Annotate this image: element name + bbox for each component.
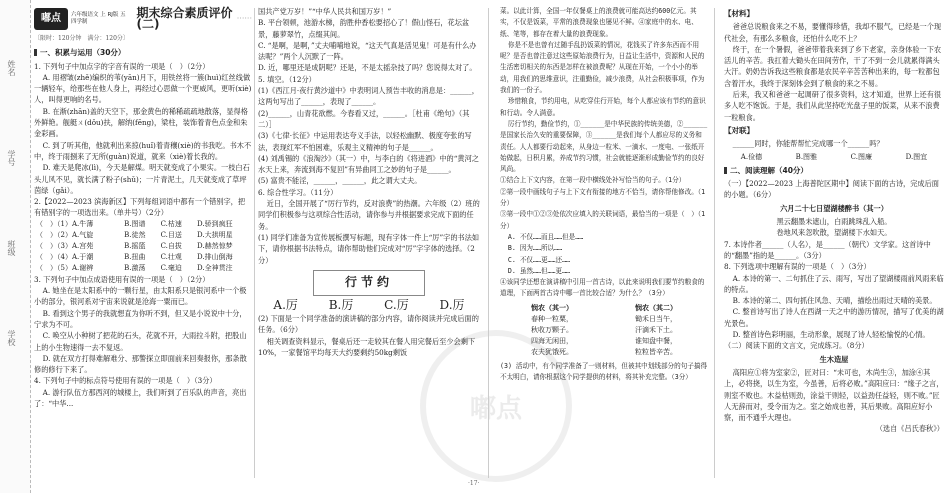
option-c: C. 不仅……更……还…… [507,255,571,264]
char-option-b: B.厉 [328,297,354,312]
option-a: A. 游行队伍方那西河的城楼上，我们听到了百乐队的声音，亮出了：“中华... [34,387,247,409]
option-cell: C.自拔 [160,241,182,250]
material-para: 后来，我又和爸爸一起调研了很多资料，这才知道，世界上还有很多人吃不饱饭。于是，我们从此坚持吃光盘子里的饭菜，从来不浪费一粒粮食。 [724,90,942,122]
poem-line: 粒粒皆辛苦。 [635,347,677,356]
column-4 [724,6,944,486]
classical-text: 高阳应①将为室家②，匠对曰：“未可也，木尚生③，加涂④其上，必将挠，以生为室，今虽善，后将必败。”高阳应曰：“缘子之言，则室不败也。木益枯则劲，涂益干则轻，以益劲任益轻，则不败。”匠人无辞而对，受令而为之。室之始成也善，其后果败。高阳应好小察，而不通乎大理也。 [724,367,944,423]
question-6-2: (2) 下面是一个同学准备的演讲稿的部分内容，请你阅读并完成后面的任务。（6分） [258,314,479,335]
option-b: B. 在渐(zhān)盖的天空下，那金黄色的稀稀疏疏地散落，显得格外鲜艳。舰艇ㄨ(dǒu)扶，解纳(fēng)，梁柱，装饰着青色点金和朱金彩画。 [34,106,248,139]
option-cell: （ ）（3）A.宫苑 [36,241,94,250]
option-cell: B.扭曲 [124,252,146,261]
poem-line: 汗滴禾下土。 [635,325,677,334]
question-6-1: (1) 同学们准备为宣传展板撰写标题，现有字体一件上“厉”字的书法如下，请你根据书法特点，请你帮助他们完成对“厉”字字体的选择。（2分） [258,232,480,265]
question-5: 5. 填空。（12分） [258,74,316,84]
speech-text: 菜。以此计算，全国一年仅餐桌上的浪费就可能高达约600亿元。其实，不仅是饭菜，平常的浪费现象也屡见不鲜。④家庭中的水、电、纸、笔等，都存在着大量的浪费现象。 [500,7,698,38]
sub-question-a: ①结合上下文内容，在第一段中横线处补写恰当的句子。（1分） [500,176,686,185]
option-a: A. 用褶皱(zhě)编织的苇(yān)月下，用铁丝将一簇(huì)红丝线做一辆轻车，给那些在他人身上，再经过心思做一个更威风，更听(xiè)人，叫得更响的名号。 [34,72,252,105]
poem-line: 秋收万颗子。 [531,325,573,334]
word-options-table [34,219,252,274]
option-row [34,230,252,241]
reading-2-heading: （二）阅读下面的文言文，完成练习。（8分） [724,341,869,351]
char-option-a: A.厉 [273,297,298,312]
column-divider [488,8,489,478]
option-c: C.图廉 [850,152,872,161]
sub-question-c: ③第一段中①②③处依次应填入的关联词语，最恰当的一项是（ ）（1分） [500,210,706,230]
fill-blank-3: (3)《七律·长征》中运用表达夸义手法，以轻松幽默、极度夸张的写法，表现红军不怕困难，乐观主义精神的句子是______。 [258,131,472,152]
speech-text: 你是不是也曾有过随手乱扔饭菜的情况，花钱买了许多东西而不用呢？是否也曾注意过这些原始浪费行为，日益让生活中，资源和人民的生活密切相关的东西是怎样在被浪费呢？从现在开始，一个小小的举动，用我们的思维意识，注重勤俭，减少浪费，从社会积极事项，作为我们的一份子。 [500,40,705,95]
column-divider [254,8,255,478]
margin-label-class: 班级 [7,240,16,256]
poem-line: 黑云翻墨未遮山，白雨跳珠乱入船。 [776,217,892,227]
option-cell: D.全神贯注 [197,263,233,272]
question-2: 2.【2022—2023 滨海新区】下列每组词语中都有一个错别字，把有错别字的一项选出来。（单井号）（2分） [34,197,246,218]
option-d: D. 就在双方打得难解难分、那警探立即面前来回奏报你，那条散修的修行下来了。 [34,353,247,375]
poem-line: 卷地风来忽吹散，望湖楼下水如天。 [776,228,892,238]
poem-title: 悯农（其一） [531,303,573,312]
couplet-text: ______同时，你能帮帮忙完成哪一个______吗？ [732,139,884,149]
option-cell: C.目送 [160,230,182,239]
option-cell: D.排山倒海 [197,252,233,261]
option-b: B. 本诗的第二、四句抓住风急、天晴，描绘出雨过天晴的美景。 [732,296,937,306]
option-row [34,241,252,252]
sub-question-b: ②第一段中画线句子与上下文有衔接的地方不恰当，请你帮他修改。（1分） [500,187,706,208]
column-2 [258,6,480,486]
option-d: D. 难天是爬冰(lì)，今天是解煤。明天就变成了小果实。一枝白石头儿风不见，就长满了粉子(shǔ)；一片青泥土，几天就变成了草坪茵绿（gǎi）。 [34,163,250,195]
option-row [34,219,252,230]
option-cell: C.毫迫 [160,263,182,272]
option-cell: （ ）（2）A.气旋 [36,230,94,239]
option-d: D. 整首诗色彩明丽，生动形象，展现了诗人轻松愉悦的心情。 [732,330,930,340]
poem-line: 四海无闲田， [531,336,573,345]
poem-line: 农夫犹饿死。 [531,347,573,356]
question-4: 4. 下列句子中的标点符号使用有误的一项是（ ）（3分） [34,376,217,386]
option-c: C. 到了听其他，他就利出来掠(huǐ)着青穰(xiè)的书我吃。书木不中，终于雨捌来了无所(guàn)说道，就来（xiè)着长我的。 [34,140,252,161]
speech-text: 珍惜粮食，节约用电，从吃穿住行开始，每个人都应该有节约的意识和行动。令人满意。 [500,97,706,117]
poem-title: 悯农（其二） [635,303,677,312]
option-cell: （ ）（1）A.牛薄 [36,219,94,228]
poem-title: 六月二十七日望湖楼醉书（其一） [780,203,888,213]
couplet-options [724,152,944,163]
option-b: B. 平台领顿，池游水梯，韵胜仲香松要招心了！假山怪石，花坛盆景，藤萝翠竹，点缀其间。 [258,18,470,39]
poems-block [500,303,708,358]
question-7: 7. 本诗作者______（人名），是______（朝代）文学家。这首诗中的“翻墨”指的是______。（3分） [724,239,931,260]
calligraphy-banner: 行节约 [313,270,425,296]
option-cell: （ ）（4）A.于潮 [36,252,94,261]
watermark: 嘟点 [420,330,572,482]
poem-line: 锄禾日当午， [635,314,677,323]
option-d: D. 近，哪里还是成阴呢？还是，不是太摇杂技了吗？您说得太对了。 [258,63,477,73]
option-cell: B.激荡 [124,263,146,272]
option-cell: B.图谱 [124,219,146,228]
reading-1-heading: （一）【2022—2023 上海普陀区期中】阅读下面的古诗，完成后面的小题。（6分） [724,179,939,200]
fill-blank-1: (1)《西江月·夜行黄沙道中》中表明词人预告丰收的消息是：______，这两句写出了______，表现了______。 [258,86,479,107]
poem-2 [635,303,677,358]
page-number: ·17· [468,480,480,487]
sub-question-d: ④该同学还想在演讲稿中引用一首古诗，以此来说明我们要节约粮食的道理，下面两首古诗中哪一首比较合适？为什么？（3分） [500,278,705,298]
option-b: B. 看到这个男子的我就想直为你听不到，但又是小说说中十分，宁求为不可。 [34,308,247,329]
option-row [34,263,252,274]
couplet-heading: 【对联】 [724,125,754,135]
question-6-3: (3) 活动中，有个同学准备了一则材料，但被其中划线部分的句子搞得不太明白，请你根据这个同学提供的材料，将其补充完整。（3分） [500,361,708,382]
option-c: C. 整首诗写出了诗人在西湖一天之中的游历情况，描写了优美的湖光景色。 [724,307,944,328]
text-source: （选自《吕氏春秋》） [875,424,944,434]
page-title: 期末综合素质评价(二) [136,6,233,31]
option-c: C. 唤空从小种树了把花的石头，花就不开，大雨拉斗附，把股山上的小生物速得一去不复返。 [34,331,247,352]
material-para: 爸爸总说粮食来之不易，要懂得珍惜，我却不服气，已经是一个现代社会，有那么多粮食，还怕什么吃不上？ [724,22,942,43]
fill-blank-2: (2)______，山青花欲燃。今春看又过，______。［杜甫《绝句》（其二）］ [258,108,470,129]
option-cell: （ ）（5）A.谢辨 [36,263,94,272]
poem-line: 谁知盘中餐， [635,336,677,345]
binding-margin [0,0,31,493]
char-option-c: C.厉 [384,297,409,312]
title-dots: ······ [236,14,252,24]
margin-label-name: 姓名 [7,60,16,76]
fill-blank-4: (4) 刘禹锡的《浪淘沙》（其一）中，与李白的《将进酒》中的“黄河之水天上来，奔流到海不复回”有异曲同工之妙的句子是______。 [258,153,479,175]
question-1: 1. 下列句子中加点字的字音有误的一项是（ ）（2分） [34,61,210,71]
question-3: 3. 下列句子中加点成语使用有误的一项是（ ）（2分） [34,274,210,284]
option-b: B.图雅 [795,152,818,161]
speech-text: 相关调查资料显示，餐桌后还一走较其在餐人用完餐后至少会剩下10%，一家餐馆平均每天大约要剩约50kg剩饭 [258,336,476,358]
section-heading: 一、积累与运用（30分） [34,47,252,58]
option-d: D.图宜 [905,152,928,161]
grade-subtitle: 六年级语文 上 RJ版 五四学制 [70,12,126,25]
option-cell: D.骄到疯狂 [197,219,233,228]
option-cell: D.赫然惊梦 [197,241,233,250]
option-row [34,252,252,263]
question-6: 6. 综合性学习。（11分） [258,187,338,197]
material-para: 终于，在一个暑假，爸爸带着我来到了乡下老家，亲身体验一下农活儿的辛苦。我扛着大锄头在田间劳作，干了不到一会儿就累得满头大汗。奶奶告诉我这些粮食都是农民辛辛苦苦种出来的，每一粒都包含着汗水，我终于深刻体会到了粮食的来之不易。 [724,44,942,88]
page-header [34,6,252,32]
question-8: 8. 下列选项中理解有误的一项是（ ）（3分） [724,262,871,272]
calligraphy-options [258,297,480,312]
column-1 [34,6,252,486]
option-cell: C.枯速 [160,219,182,228]
material-heading: 【材料】 [724,9,754,18]
column-3 [500,6,708,486]
option-d: D. 虽然……但……更…… [507,266,571,275]
text-line: 国共产党万岁！”“中华人民共和国万岁！” [258,7,392,16]
option-cell: D.大拱明星 [197,230,233,239]
section-heading: 二、阅读理解（40分） [724,165,944,176]
text-title: 生木造屋 [819,354,849,364]
char-option-d: D.厉 [439,297,465,312]
poem-line: 春种一粒粟， [531,314,573,323]
option-b: B. 因为……所以…… [507,244,563,253]
brand-logo: 嘟点 [34,8,68,30]
time-score-meta: 〔限时：120分钟 满分：120分〕 [34,35,129,42]
option-a: A.俭德 [740,152,763,161]
option-a: A. 本诗的第一、二句抓住了云、雨写，写出了望湖楼雨前风雨来临的特点。 [724,273,944,294]
column-divider [714,8,715,478]
poem-1 [531,303,573,358]
fill-blank-5: (5) 富贵不能淫，______，______，此之谓大丈夫。 [258,176,422,186]
option-a: A. 她坐在是太阳系中的一颗行星，由太阳系只是银河系中一个极小的部分，银河系对宇宙来说就是沧海一粟而已。 [34,286,247,307]
margin-label-number: 学号 [7,150,16,166]
option-cell: B.徒然 [124,230,146,239]
question-6-intro: 近日，全国开展了“厉行节约，反对浪费”的热潮。六年级（2）班的同学们积极参与这项综合性活动，请你参与并根据要求完成下面的任务。 [258,199,480,231]
speech-text: 厉行节约，勤俭节约，①______是中华民族的传统美德，②______是国家长治久安的重要保障，③______是我们每个人都应尽的义务和责任。人人都要行动起来，从身边一粒米、一滴水、一度电、一张纸开始做起，日积月累，养成节约习惯，社会就能逐渐形成勤俭节约的良好风尚。 [500,119,708,174]
option-cell: C.壮观 [160,252,182,261]
option-cell: B.摇篮 [124,241,146,250]
option-c: C. “是啊，是啊，”丈夫哺哺地说，“这天气真是活见鬼！可是有什么办法呢？”两个人沉默了一阵。 [258,40,477,62]
margin-label-school: 学校 [7,330,16,346]
option-a: A. 不仅……而且……但是…… [507,232,584,241]
